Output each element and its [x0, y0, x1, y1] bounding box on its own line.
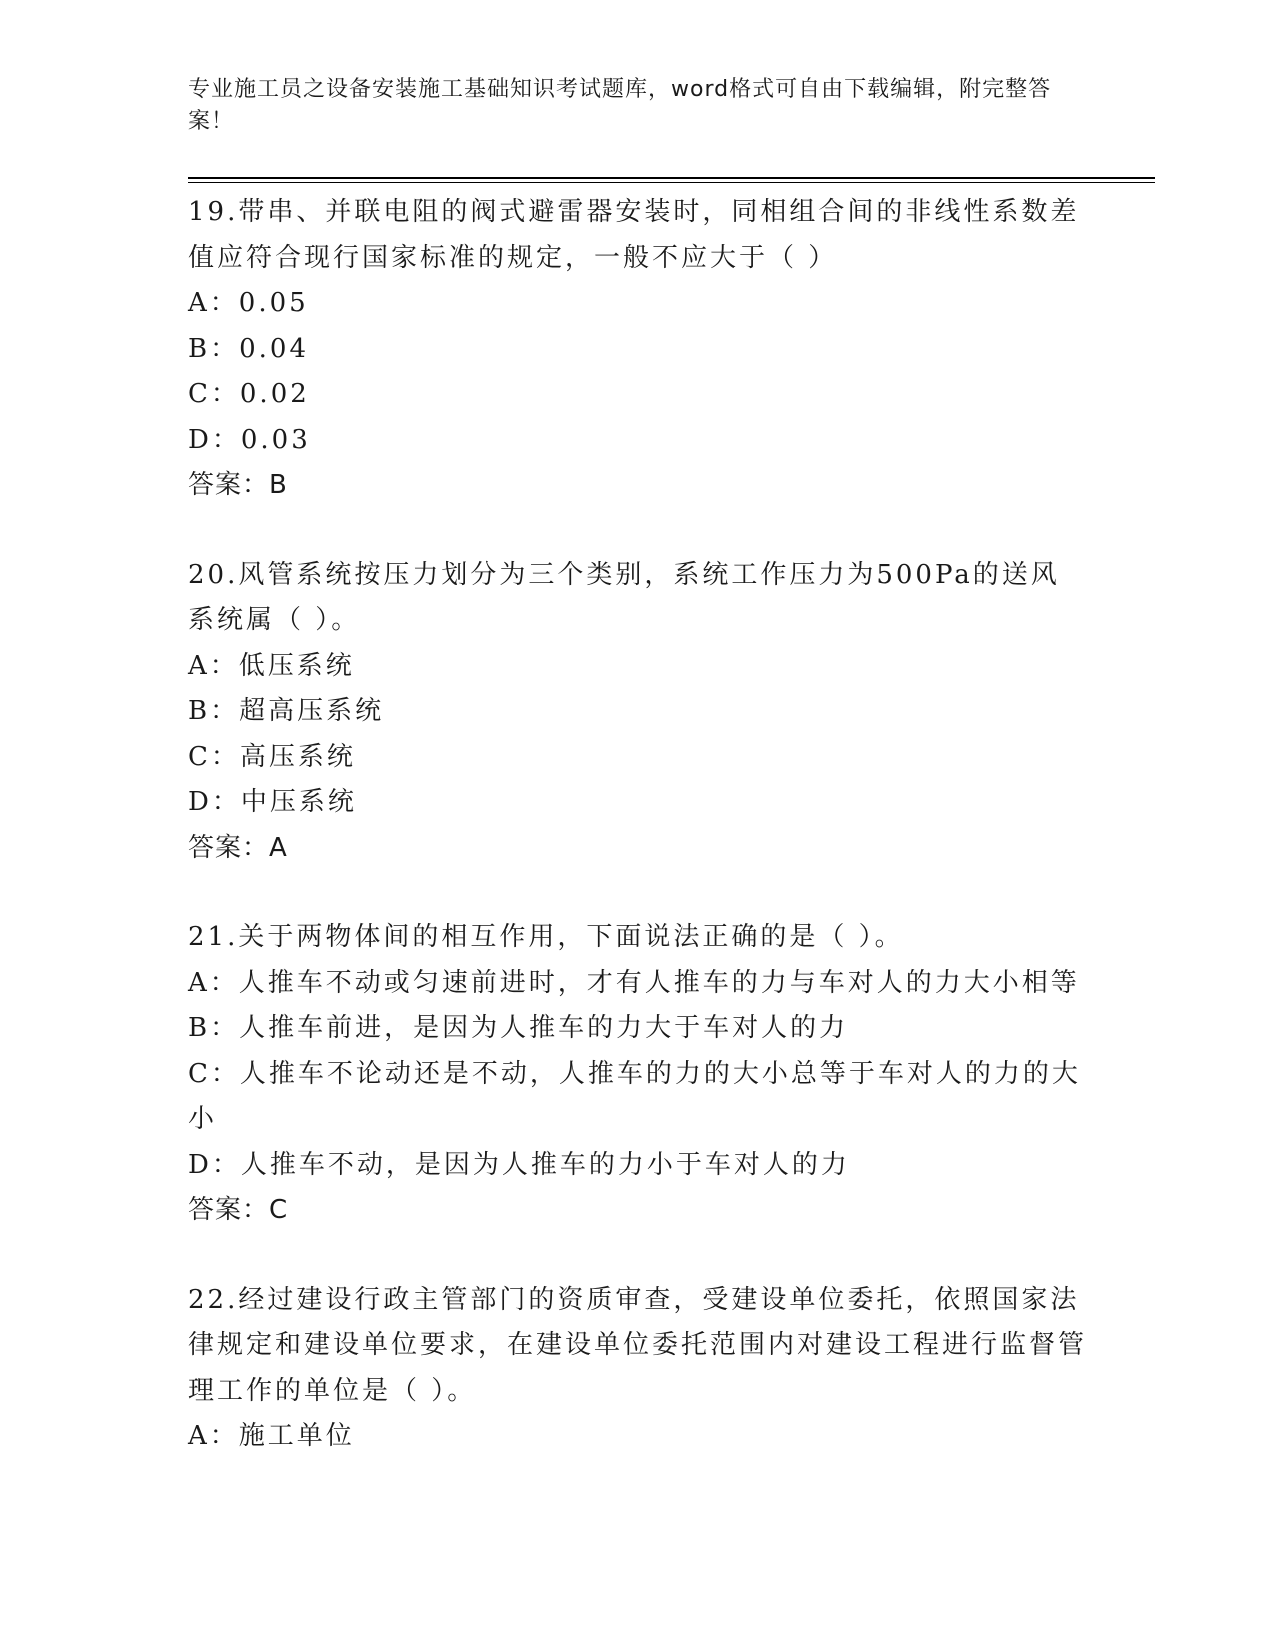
option-c: C：0.02 — [188, 379, 310, 409]
option-a: A：低压系统 — [188, 650, 355, 681]
answer: 答案：A — [188, 832, 288, 863]
option-c: C：人推车不论动还是不动，人推车的力的大小总等于车对人的力的大小 — [188, 1058, 1081, 1134]
question-22 — [188, 1278, 1088, 1460]
question-stem: 21.关于两物体间的相互作用，下面说法正确的是（ ）。 — [188, 922, 904, 952]
option-d: D：中压系统 — [188, 787, 357, 817]
option-b: B：超高压系统 — [188, 696, 385, 726]
header-divider-thin — [188, 182, 1155, 183]
question-19 — [188, 190, 1088, 509]
question-stem: 19.带串、并联电阻的阀式避雷器安装时，同相组合间的非线性系数差值应符合现行国家标准的规定，一般不应大于（ ） — [188, 197, 1080, 273]
question-list — [188, 190, 1088, 1460]
question-21 — [188, 915, 1088, 1234]
option-a: A：人推车不动或匀速前进时，才有人推车的力与车对人的力大小相等 — [188, 967, 1080, 998]
option-b: B：人推车前进，是因为人推车的力大于车对人的力 — [188, 1013, 849, 1043]
option-a: A：0.05 — [188, 288, 309, 318]
question-20 — [188, 553, 1088, 872]
answer: 答案：C — [188, 1195, 289, 1225]
question-stem: 22.经过建设行政主管部门的资质审查，受建设单位委托，依照国家法律规定和建设单位要求，在建设单位委托范围内对建设工程进行监督管理工作的单位是（ ）。 — [188, 1284, 1088, 1406]
option-d: D：人推车不动，是因为人推车的力小于车对人的力 — [188, 1149, 850, 1180]
option-a: A：施工单位 — [188, 1421, 355, 1451]
option-c: C：高压系统 — [188, 741, 356, 772]
answer: 答案：B — [188, 470, 288, 500]
option-d: D：0.03 — [188, 424, 311, 455]
header-divider — [188, 177, 1155, 179]
option-b: B：0.04 — [188, 333, 309, 364]
question-stem: 20.风管系统按压力划分为三个类别，系统工作压力为500Pa的送风系统属（ ）。 — [188, 559, 1060, 635]
document-header: 专业施工员之设备安装施工基础知识考试题库，word格式可自由下载编辑，附完整答案！ — [188, 77, 1052, 134]
